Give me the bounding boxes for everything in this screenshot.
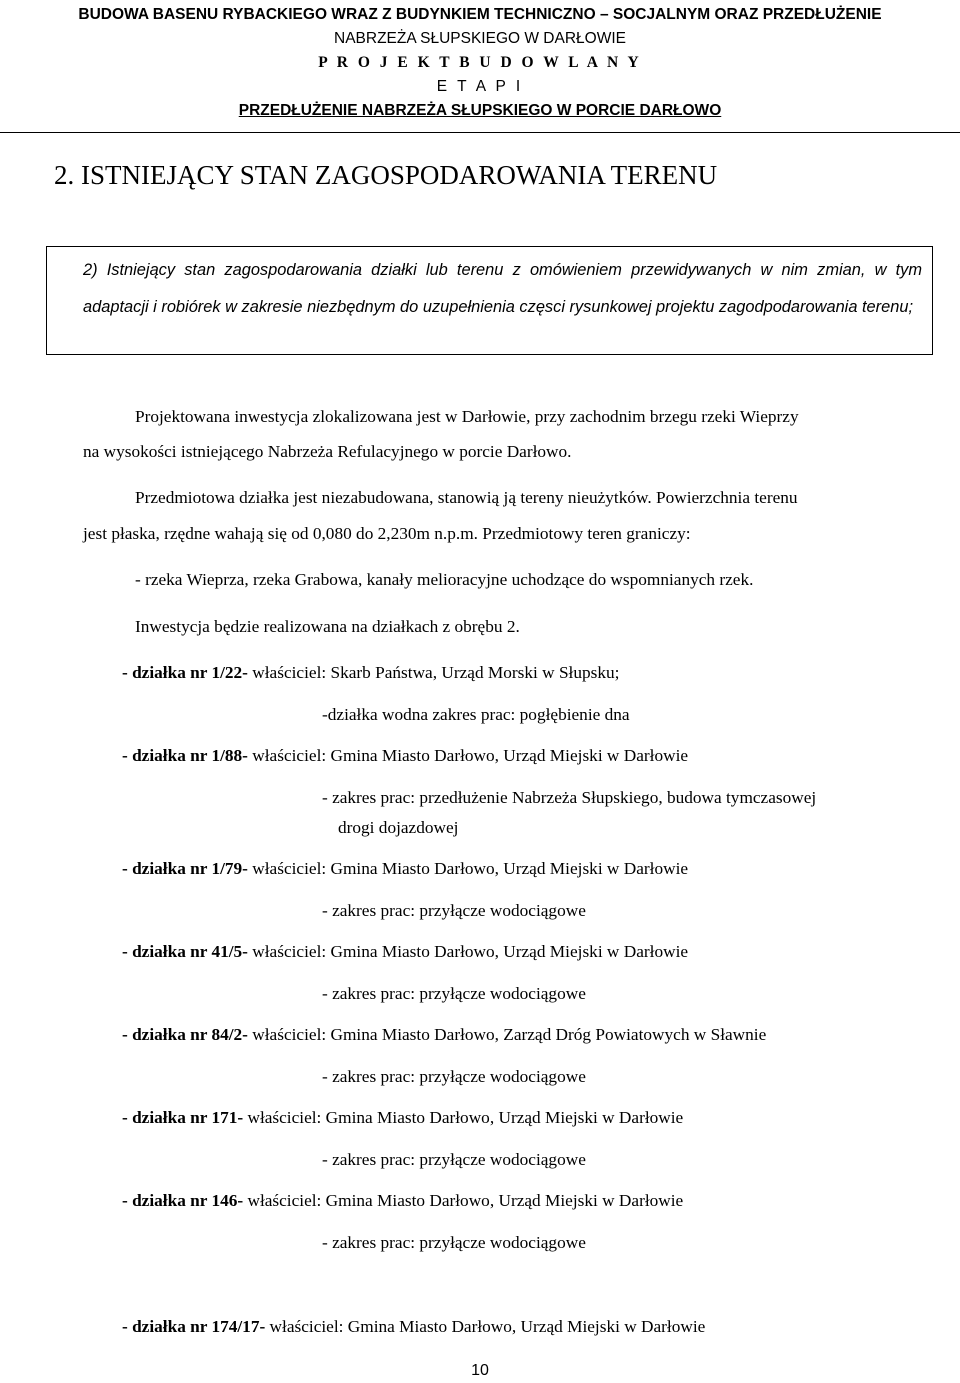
paragraph-1-line-2: na wysokości istniejącego Nabrzeża Refulacyjnego w porcie Darłowo. xyxy=(83,442,572,461)
plot-1-scope: -działka wodna zakres prac: pogłębienie dna xyxy=(322,705,630,724)
plot-8-label: - działka nr 174/17- xyxy=(122,1317,266,1336)
plot-6-owner: właściciel: Gmina Miasto Darłowo, Urząd Miejski w Darłowie xyxy=(243,1108,684,1127)
plot-5-line xyxy=(122,1024,766,1046)
header-line-1: BUDOWA BASENU RYBACKIEGO WRAZ Z BUDYNKIEM TECHNICZNO – SOCJALNYM ORAZ PRZEDŁUŻENIE xyxy=(78,6,882,23)
plot-4-owner: właściciel: Gmina Miasto Darłowo, Urząd Miejski w Darłowie xyxy=(247,942,689,961)
plot-2-label: - działka nr 1/88- xyxy=(122,746,248,765)
paragraph-2-line-1: Przedmiotowa działka jest niezabudowana, stanowią ją tereny nieużytków. Powierzchnia terenu xyxy=(135,488,798,507)
header-line-5: PRZEDŁUŻENIE NABRZEŻA SŁUPSKIEGO W PORCIE DARŁOWO xyxy=(238,102,722,119)
plot-3-label: - działka nr 1/79- xyxy=(122,859,248,878)
page-number: 10 xyxy=(471,1362,489,1379)
section-title: 2. ISTNIEJĄCY STAN ZAGOSPODAROWANIA TERENU xyxy=(54,160,718,190)
plot-3-line xyxy=(122,858,688,880)
plot-4-label: - działka nr 41/5- xyxy=(122,942,248,961)
plot-8-owner: właściciel: Gmina Miasto Darłowo, Urząd Miejski w Darłowie xyxy=(265,1317,706,1336)
plot-2-owner: właściciel: Gmina Miasto Darłowo, Urząd Miejski w Darłowie xyxy=(247,746,689,765)
paragraph-2-line-2: jest płaska, rzędne wahają się od 0,080 do 2,230m n.p.m. Przedmiotowy teren graniczy: xyxy=(83,524,691,543)
plot-3-owner: właściciel: Gmina Miasto Darłowo, Urząd Miejski w Darłowie xyxy=(247,859,689,878)
header-line-2: NABRZEŻA SŁUPSKIEGO W DARŁOWIE xyxy=(334,30,626,47)
plot-5-owner: właściciel: Gmina Miasto Darłowo, Zarząd Dróg Powiatowych w Sławnie xyxy=(247,1025,767,1044)
header-line-3: P R O J E K T B U D O W L A N Y xyxy=(318,54,642,71)
paragraph-4: Inwestycja będzie realizowana na działkach z obrębu 2. xyxy=(135,617,520,636)
plot-7-owner: właściciel: Gmina Miasto Darłowo, Urząd Miejski w Darłowie xyxy=(243,1191,684,1210)
plot-4-scope: - zakres prac: przyłącze wodociągowe xyxy=(322,984,586,1003)
paragraph-1-line-1: Projektowana inwestycja zlokalizowana jest w Darłowie, przy zachodnim brzegu rzeki Wieprzy xyxy=(135,407,799,426)
plot-2-scope-1: - zakres prac: przedłużenie Nabrzeża Słupskiego, budowa tymczasowej xyxy=(322,788,817,807)
plot-2-scope-2: drogi dojazdowej xyxy=(338,818,459,837)
plot-1-owner: właściciel: Skarb Państwa, Urząd Morski w Słupsku; xyxy=(247,663,620,682)
plot-2-line xyxy=(122,745,688,767)
paragraph-3: - rzeka Wieprza, rzeka Grabowa, kanały melioracyjne uchodzące do wspomnianych rzek. xyxy=(135,570,754,589)
plot-5-scope: - zakres prac: przyłącze wodociągowe xyxy=(322,1067,586,1086)
plot-6-label: - działka nr 171- xyxy=(122,1108,244,1127)
plot-6-line xyxy=(122,1107,683,1129)
plot-4-line xyxy=(122,941,688,963)
plot-7-label: - działka nr 146- xyxy=(122,1191,244,1210)
header-line-4: E T A P I xyxy=(436,78,524,95)
plot-1-line xyxy=(122,662,619,684)
plot-7-line xyxy=(122,1190,683,1212)
header-divider xyxy=(0,132,960,133)
requirement-box: 2) Istniejący stan zagospodarowania działki lub terenu z omówieniem przewidywanych w nim zmian, w tym adaptacji i robiórek w zakresie niezbędnym do uzupełnienia częsci rysunkowej projektu zagodpodarowania terenu; xyxy=(46,246,933,355)
plot-6-scope: - zakres prac: przyłącze wodociągowe xyxy=(322,1150,586,1169)
plot-8-line xyxy=(122,1316,705,1338)
plot-1-label: - działka nr 1/22- xyxy=(122,663,248,682)
document-header xyxy=(0,0,960,123)
plot-7-scope: - zakres prac: przyłącze wodociągowe xyxy=(322,1233,586,1252)
plot-3-scope: - zakres prac: przyłącze wodociągowe xyxy=(322,901,586,920)
plot-5-label: - działka nr 84/2- xyxy=(122,1025,248,1044)
